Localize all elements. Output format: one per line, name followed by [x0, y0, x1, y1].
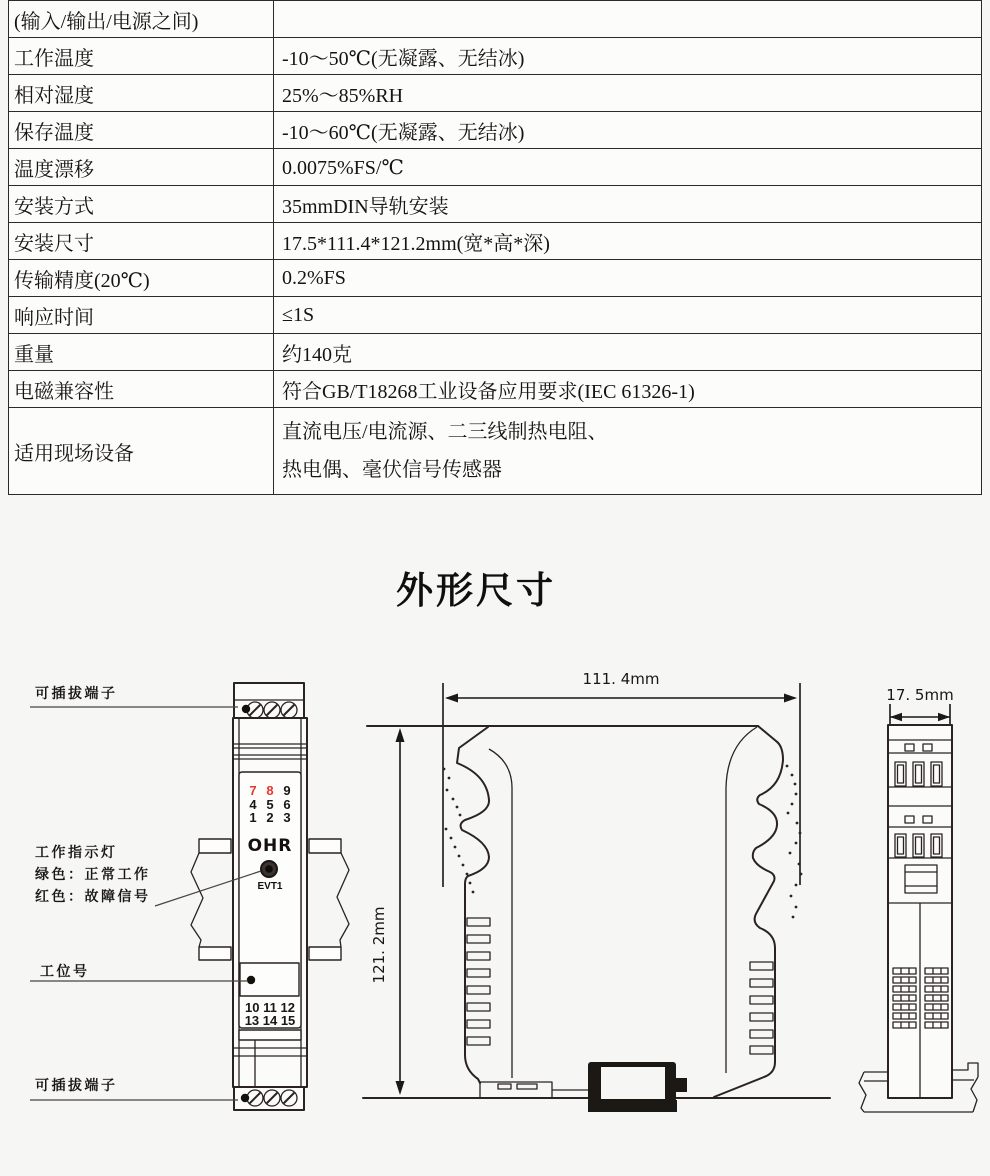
terminal-number: 2 [266, 810, 274, 825]
table-row [9, 75, 982, 112]
table-row [9, 260, 982, 297]
callout-indicator-line2: 绿色：正常工作 [35, 866, 151, 882]
spec-value: 25%～85%RH [274, 75, 982, 112]
brand-logo: OHR [247, 836, 293, 856]
arrowhead-icon [890, 713, 902, 721]
terminal-number: 7 [249, 783, 257, 798]
depth-dimension [886, 686, 953, 729]
vent-slots [467, 918, 773, 1054]
spec-table [8, 0, 982, 495]
terminal-number: 5 [266, 797, 274, 812]
terminal-number: 1 [249, 810, 257, 825]
spec-value-line: 热电偶、毫伏信号传感器 [282, 459, 502, 481]
spec-label: 温度漂移 [9, 149, 274, 186]
callout-terminal-top: 可插拔端子 [35, 685, 118, 701]
outline-dimension-drawing [0, 630, 990, 1176]
callout-terminal-bottom: 可插拔端子 [35, 1077, 118, 1093]
arrowhead-icon [396, 728, 405, 742]
terminal-number: 8 [266, 783, 274, 798]
spec-label: 相对湿度 [9, 75, 274, 112]
rail-edge [199, 839, 231, 853]
rail-break-line [337, 853, 349, 947]
end-view [859, 686, 978, 1112]
spec-value [274, 1, 982, 38]
spec-label: 工作温度 [9, 38, 274, 75]
width-value: 111. 4mm [582, 670, 660, 688]
terminal-number: 3 [283, 810, 291, 825]
section-title: 外形尺寸 [396, 570, 556, 611]
terminal-number: 9 [283, 783, 291, 798]
dotted-hidden-line [443, 765, 803, 919]
enclosure-profile [363, 726, 830, 1112]
spec-value: 0.0075%FS/℃ [274, 149, 982, 186]
table-row [9, 1, 982, 38]
callout-station-number: 工位号 [40, 963, 90, 979]
spec-value: 符合GB/T18268工业设备应用要求(IEC 61326-1) [274, 371, 982, 408]
spec-label: 安装方式 [9, 186, 274, 223]
spec-label: (输入/输出/电源之间) [9, 1, 274, 38]
side-view [363, 670, 830, 1112]
table-row [9, 297, 982, 334]
inner-wall-left [489, 749, 512, 1078]
rail-edge [199, 947, 231, 960]
depth-value: 17. 5mm [886, 686, 954, 704]
spec-label: 重量 [9, 334, 274, 371]
din-clip [588, 1062, 687, 1112]
callout-indicator-line3: 红色：故障信号 [35, 888, 151, 904]
terminal-block-top [234, 683, 304, 718]
spec-value: 0.2%FS [274, 260, 982, 297]
spec-value: 35mmDIN导轨安装 [274, 186, 982, 223]
spec-value: -10～50℃(无凝露、无结冰) [274, 38, 982, 75]
spec-label: 适用现场设备 [9, 408, 274, 495]
height-dimension [370, 728, 405, 1095]
spec-label: 电磁兼容性 [9, 371, 274, 408]
panel-foot [239, 1030, 301, 1040]
spec-value-line: 直流电压/电流源、二三线制热电阻、 [282, 421, 608, 443]
led-indicator [261, 861, 277, 877]
spec-value: ≤1S [274, 297, 982, 334]
spec-label: 安装尺寸 [9, 223, 274, 260]
arrowhead-icon [784, 694, 797, 703]
led-label: EVT1 [257, 881, 283, 892]
profile-right-edge [714, 726, 783, 1097]
rail-break-line [191, 853, 203, 947]
bottom-cover [480, 1082, 588, 1098]
table-row [9, 186, 982, 223]
spec-label: 保存温度 [9, 112, 274, 149]
terminal-block-bottom [234, 1087, 304, 1110]
spec-value: 约140克 [274, 334, 982, 371]
arrowhead-icon [396, 1081, 405, 1095]
table-row [9, 334, 982, 371]
spec-value [274, 408, 982, 495]
rail-edge [309, 947, 341, 960]
terminal-number: 4 [249, 797, 257, 812]
spec-label: 响应时间 [9, 297, 274, 334]
spec-label: 传输精度(20℃) [9, 260, 274, 297]
rail-edge [309, 839, 341, 853]
leader-dot [241, 1094, 249, 1102]
terminal-numbers-bottom: 10 11 12 [245, 1000, 295, 1015]
table-row [9, 408, 982, 495]
leader-dot [247, 976, 255, 984]
arrowhead-icon [445, 694, 458, 703]
table-row [9, 149, 982, 186]
leader-dot [242, 705, 250, 713]
table-row [9, 371, 982, 408]
spec-value: 17.5*111.4*121.2mm(宽*高*深) [274, 223, 982, 260]
terminal-numbers-bottom: 13 14 15 [244, 1013, 296, 1028]
terminal-number: 6 [283, 797, 291, 812]
table-row [9, 38, 982, 75]
terminal-numbers-top [249, 783, 290, 825]
width-dimension [443, 670, 800, 887]
height-value: 121. 2mm [370, 906, 388, 984]
callout-indicator-line1: 工作指示灯 [35, 844, 118, 860]
profile-left-edge [457, 727, 489, 1083]
arrowhead-icon [938, 713, 950, 721]
table-row [9, 112, 982, 149]
spec-value: -10～60℃(无凝露、无结冰) [274, 112, 982, 149]
table-row [9, 223, 982, 260]
front-view [30, 683, 349, 1110]
